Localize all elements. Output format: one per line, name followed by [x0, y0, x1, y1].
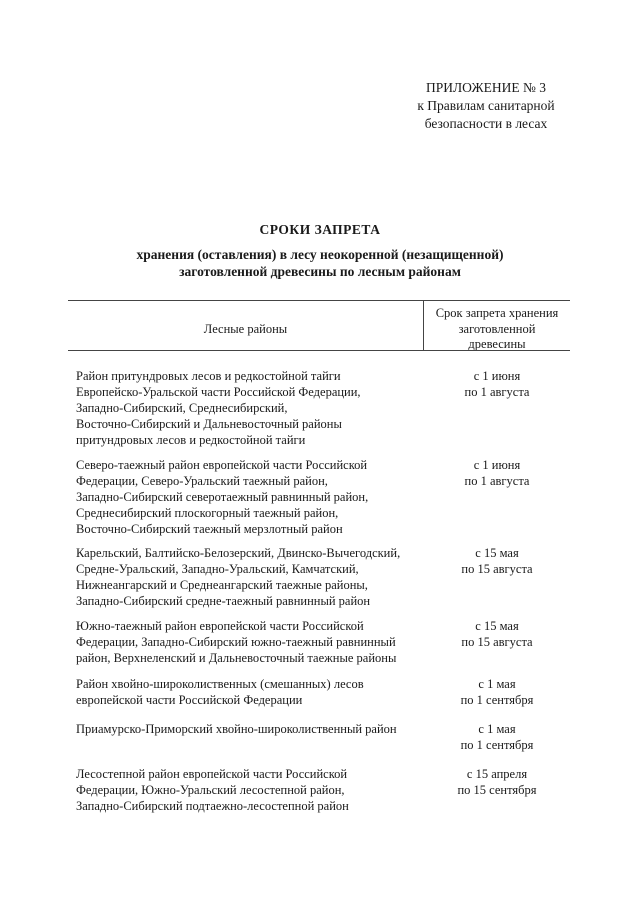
region-line: Северо-таежный район европейской части Российской	[76, 458, 368, 472]
region-line: Восточно-Сибирский и Дальневосточный районы	[76, 417, 342, 431]
region-line: Западно-Сибирский, Среднесибирский,	[76, 401, 288, 415]
region-line: Европейско-Уральской части Российской Федерации,	[76, 385, 361, 399]
period-start: с 1 июня	[473, 458, 521, 472]
forest-region-cell	[76, 545, 426, 609]
ban-period-cell	[424, 545, 570, 577]
ban-period-cell	[424, 457, 570, 489]
forest-region-cell	[76, 618, 426, 666]
region-line: Западно-Сибирский северотаежный равнинный район,	[76, 490, 369, 504]
forest-region-cell	[76, 457, 426, 537]
region-line: Среднесибирский плоскогорный таежный район,	[76, 506, 339, 520]
region-line: Южно-таежный район европейской части Российской	[76, 619, 364, 633]
region-line: Район хвойно-широколиственных (смешанных) лесов	[76, 677, 364, 691]
period-end: по 1 сентября	[460, 693, 534, 707]
ban-period-cell	[424, 721, 570, 753]
period-start: с 1 мая	[478, 677, 516, 691]
document-subtitle	[0, 246, 640, 280]
period-start: с 1 мая	[478, 722, 516, 736]
ban-period-cell	[424, 766, 570, 798]
column-header-regions: Лесные районы	[203, 322, 288, 336]
region-line: Район притундровых лесов и редкостойной тайги	[76, 369, 341, 383]
region-line: европейской части Российской Федерации	[76, 693, 303, 707]
subtitle-line: хранения (оставления) в лесу неокоренной (незащищенной)	[136, 247, 504, 262]
region-line: район, Верхнеленский и Дальневосточный таежные районы	[76, 651, 397, 665]
period-end: по 1 августа	[464, 385, 530, 399]
appendix-line: к Правилам санитарной	[417, 98, 555, 113]
appendix-line: безопасности в лесах	[424, 116, 548, 131]
period-start: с 1 июня	[473, 369, 521, 383]
ban-period-cell	[424, 676, 570, 708]
region-line: Восточно-Сибирский таежный мерзлотный район	[76, 522, 343, 536]
subtitle-line: заготовленной древесины по лесным районам	[179, 264, 461, 279]
document-title: СРОКИ ЗАПРЕТА	[259, 222, 381, 237]
appendix-line: ПРИЛОЖЕНИЕ № 3	[425, 80, 547, 95]
period-end: по 1 августа	[464, 474, 530, 488]
forest-region-cell	[76, 721, 426, 737]
ban-period-cell	[424, 368, 570, 400]
period-start: с 15 апреля	[466, 767, 528, 781]
column-header-line: Срок запрета хранения	[435, 306, 559, 320]
appendix-reference	[386, 79, 586, 133]
forest-region-cell	[76, 368, 426, 448]
period-end: по 15 августа	[461, 635, 533, 649]
period-start: с 15 мая	[475, 546, 519, 560]
region-line: Западно-Сибирский средне-таежный равнинный район	[76, 594, 371, 608]
column-header-period	[424, 306, 570, 353]
table-top-rule	[68, 300, 570, 301]
forest-region-cell	[76, 766, 426, 814]
period-end: по 1 сентября	[460, 738, 534, 752]
period-end: по 15 августа	[461, 562, 533, 576]
period-start: с 15 мая	[475, 619, 519, 633]
region-line: Федерации, Северо-Уральский таежный район,	[76, 474, 328, 488]
region-line: Лесостепной район европейской части Российской	[76, 767, 348, 781]
region-line: Средне-Уральский, Западно-Уральский, Камчатский,	[76, 562, 359, 576]
region-line: Западно-Сибирский подтаежно-лесостепной район	[76, 799, 349, 813]
region-line: притундровых лесов и редкостойной тайги	[76, 433, 306, 447]
column-header-line: древесины	[468, 337, 526, 351]
region-line: Нижнеангарский и Среднеангарский таежные районы,	[76, 578, 368, 592]
region-line: Карельский, Балтийско-Белозерский, Двинско-Вычегодский,	[76, 546, 401, 560]
region-line: Федерации, Западно-Сибирский южно-таежный равнинный	[76, 635, 396, 649]
table-header-rule	[68, 350, 570, 351]
forest-region-cell	[76, 676, 426, 708]
ban-period-cell	[424, 618, 570, 650]
period-end: по 15 сентября	[457, 783, 537, 797]
region-line: Приамурско-Приморский хвойно-широколиственный район	[76, 722, 397, 736]
region-line: Федерации, Южно-Уральский лесостепной район,	[76, 783, 345, 797]
column-header-line: заготовленной	[458, 321, 536, 336]
